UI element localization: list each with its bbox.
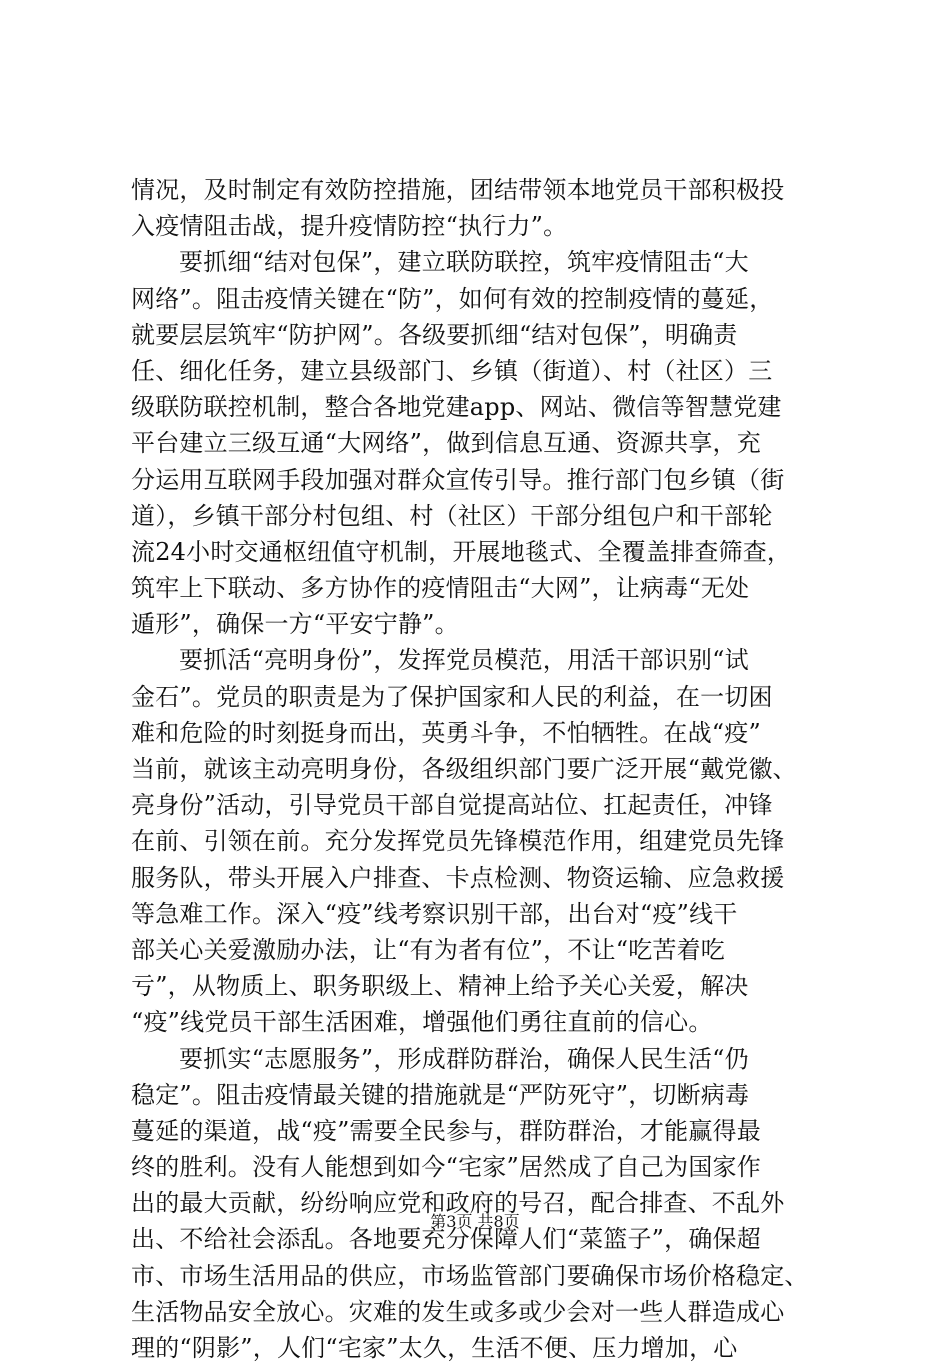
text-line: 情况，及时制定有效防控措施，团结带领本地党员干部积极投 [131, 176, 785, 204]
text-line: 理的“阴影”，人们“宅家”太久，生活不便、压力增加，心 [131, 1334, 738, 1362]
text-line: 金石”。党员的职责是为了保护国家和人民的利益，在一切困 [131, 682, 773, 711]
text-line: 生活物品安全放心。灾难的发生或多或少会对一些人群造成心 [131, 1297, 785, 1326]
text-line: 要抓活“亮明身份”，发挥党员模范，用活干部识别“试 [179, 646, 749, 675]
text-line: 亏”，从物质上、职务职级上、精神上给予关心关爱，解决 [131, 972, 749, 1001]
text-line: 当前，就该主动亮明身份，各级组织部门要广泛开展“戴党徽、 [131, 755, 797, 783]
text-line: 出的最大贡献，纷纷响应党和政府的号召，配合排查、不乱外 [131, 1189, 785, 1218]
page-footer: 第3页 共8页 [430, 1212, 520, 1231]
text-line: 入疫情阻击战，提升疫情防控“执行力”。 [131, 212, 568, 241]
text-line: 道），乡镇干部分村包组、村（社区）干部分组包户和干部轮 [131, 501, 773, 530]
text-line: 在前、引领在前。充分发挥党员先锋模范作用，组建党员先锋 [131, 827, 785, 856]
text-line: 难和危险的时刻挺身而出，英勇斗争，不怕牺牲。在战“疫” [131, 718, 761, 747]
body-text [131, 172, 831, 1366]
text-line: 要抓实“志愿服务”，形成群防群治，确保人民生活“仍 [179, 1044, 749, 1073]
text-line: 平台建立三级互通“大网络”，做到信息互通、资源共享，充 [131, 429, 761, 458]
text-line: 部关心关爱激励办法，让“有为者有位”，不让“吃苦着吃 [131, 935, 726, 964]
text-line: 要抓细“结对包保”，建立联防联控，筑牢疫情阻击“大 [179, 248, 749, 277]
text-line: 蔓延的渠道，战“疫”需要全民参与，群防群治，才能赢得最 [131, 1116, 761, 1145]
text-line: 稳定”。阻击疫情最关键的措施就是“严防死守”，切断病毒 [131, 1080, 750, 1109]
text-line: 就要层层筑牢“防护网”。各级要抓细“结对包保”，明确责 [131, 320, 738, 349]
text-line: 分运用互联网手段加强对群众宣传引导。推行部门包乡镇（街 [131, 465, 785, 494]
text-line: 筑牢上下联动、多方协作的疫情阻击“大网”，让病毒“无处 [131, 574, 750, 603]
text-line: 终的胜利。没有人能想到如今“宅家”居然成了自己为国家作 [131, 1153, 761, 1182]
text-line: 网络”。阻击疫情关键在“防”，如何有效的控制疫情的蔓延， [131, 284, 774, 313]
text-line: 任、细化任务，建立县级部门、乡镇（街道）、村（社区）三 [131, 356, 773, 385]
text-line: 级联防联控机制，整合各地党建app、网站、微信等智慧党建 [131, 393, 782, 422]
text-line: 流24小时交通枢纽值守机制，开展地毯式、全覆盖排查筛查， [131, 537, 792, 566]
text-line: 出、不给社会添乱。各地要充分保障人们“菜篮子”，确保超 [131, 1225, 761, 1254]
text-line: 亮身份”活动，引导党员干部自觉提高站位、扛起责任，冲锋 [131, 791, 773, 820]
text-line: 遁形”，确保一方“平安宁静”。 [131, 610, 459, 639]
text-line: “疫”线党员干部生活困难，增强他们勇往直前的信心。 [131, 1008, 713, 1037]
text-line: 服务队，带头开展入户排查、卡点检测、物资运输、应急救援 [131, 863, 785, 892]
text-line: 等急难工作。深入“疫”线考察识别干部，出台对“疫”线干 [131, 899, 738, 928]
text-line: 市、市场生活用品的供应，市场监管部门要确保市场价格稳定、 [131, 1261, 809, 1290]
